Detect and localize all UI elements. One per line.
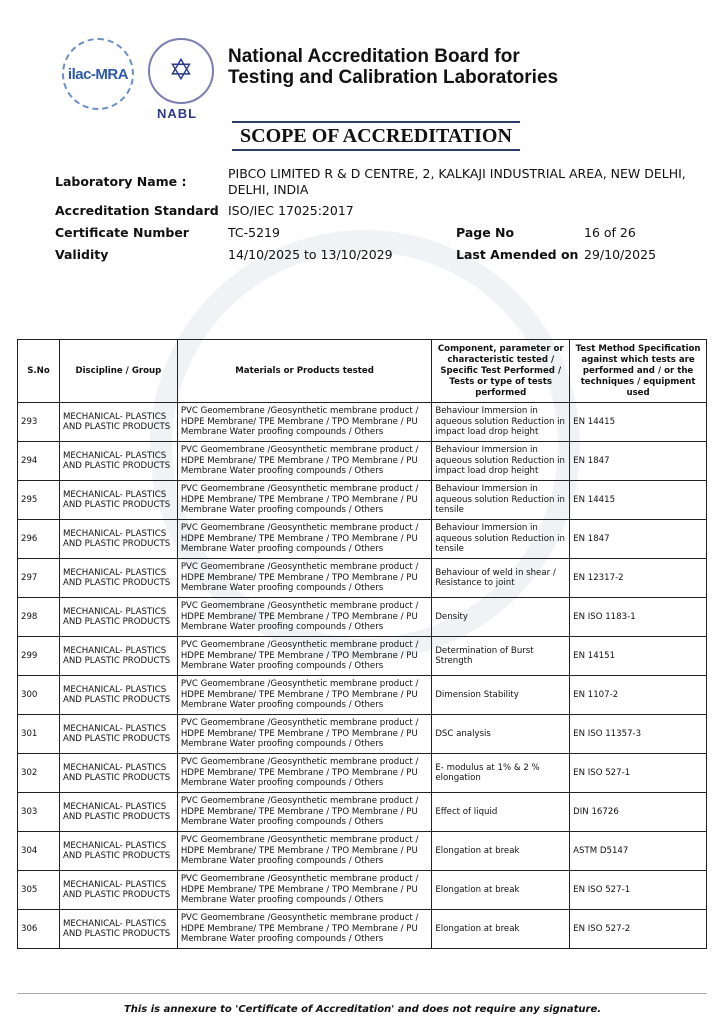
organization-title [228, 46, 558, 88]
table-row [18, 910, 707, 949]
cell-method: EN ISO 527-2 [570, 910, 707, 949]
header-sno: S.No [18, 340, 60, 403]
header-method: Test Method Specification against which tests are performed and / or the techniques / equipment used [570, 340, 707, 403]
org-title-line-1: National Accreditation Board for [228, 46, 520, 67]
validity-label: Validity [55, 247, 109, 262]
scope-table [17, 339, 707, 949]
table-row [18, 598, 707, 637]
cell-test: DSC analysis [432, 715, 570, 754]
validity-value: 14/10/2025 to 13/10/2029 [228, 247, 393, 262]
cell-method: EN ISO 527-1 [570, 871, 707, 910]
org-title-line-2: Testing and Calibration Laboratories [228, 67, 559, 88]
last-amended-value: 29/10/2025 [584, 247, 657, 262]
cell-test: Effect of liquid [432, 793, 570, 832]
cell-group: MECHANICAL- PLASTICS AND PLASTIC PRODUCTS [59, 871, 177, 910]
cell-materials: PVC Geomembrane /Geosynthetic membrane product / HDPE Membrane/ TPE Membrane / TPO Membrane / PU Membrane Water proofing compounds / Others [177, 559, 432, 598]
cell-sno: 294 [18, 442, 60, 481]
lab-name-line-2: DELHI, INDIA [228, 182, 309, 197]
page-no-label: Page No [456, 225, 515, 240]
table-row [18, 715, 707, 754]
cell-test: Elongation at break [432, 871, 570, 910]
lab-name-line-1: PIBCO LIMITED R & D CENTRE, 2, KALKAJI INDUSTRIAL AREA, NEW DELHI, [228, 166, 686, 181]
cell-test: Determination of Burst Strength [432, 637, 570, 676]
nabl-logo-text: NABL [157, 106, 198, 121]
cell-materials: PVC Geomembrane /Geosynthetic membrane product / HDPE Membrane/ TPE Membrane / TPO Membrane / PU Membrane Water proofing compounds / Others [177, 520, 432, 559]
cell-sno: 301 [18, 715, 60, 754]
table-row [18, 871, 707, 910]
cell-materials: PVC Geomembrane /Geosynthetic membrane product / HDPE Membrane/ TPE Membrane / TPO Membrane / PU Membrane Water proofing compounds / Others [177, 637, 432, 676]
cell-sno: 296 [18, 520, 60, 559]
table-row [18, 637, 707, 676]
cell-test: Elongation at break [432, 910, 570, 949]
certificate-number-value: TC-5219 [228, 225, 280, 240]
last-amended-label: Last Amended on [456, 247, 579, 262]
table-row [18, 559, 707, 598]
cell-group: MECHANICAL- PLASTICS AND PLASTIC PRODUCTS [59, 637, 177, 676]
cell-method: EN 14415 [570, 403, 707, 442]
header-discipline: Discipline / Group [59, 340, 177, 403]
cell-method: EN 1847 [570, 442, 707, 481]
cell-group: MECHANICAL- PLASTICS AND PLASTIC PRODUCTS [59, 676, 177, 715]
ilac-mra-logo [62, 38, 134, 110]
cell-method: EN ISO 11357-3 [570, 715, 707, 754]
certificate-number-label: Certificate Number [55, 225, 189, 240]
cell-group: MECHANICAL- PLASTICS AND PLASTIC PRODUCTS [59, 832, 177, 871]
cell-sno: 298 [18, 598, 60, 637]
cell-test: Behaviour Immersion in aqueous solution Reduction in tensile [432, 520, 570, 559]
cell-group: MECHANICAL- PLASTICS AND PLASTIC PRODUCTS [59, 520, 177, 559]
cell-method: EN 14151 [570, 637, 707, 676]
cell-test: Behaviour of weld in shear / Resistance to joint [432, 559, 570, 598]
cell-method: EN 14415 [570, 481, 707, 520]
cell-materials: PVC Geomembrane /Geosynthetic membrane product / HDPE Membrane/ TPE Membrane / TPO Membrane / PU Membrane Water proofing compounds / Others [177, 793, 432, 832]
cell-test: Behaviour Immersion in aqueous solution Reduction in impact load drop height [432, 403, 570, 442]
cell-materials: PVC Geomembrane /Geosynthetic membrane product / HDPE Membrane/ TPE Membrane / TPO Membrane / PU Membrane Water proofing compounds / Others [177, 715, 432, 754]
cell-sno: 295 [18, 481, 60, 520]
standard-value: ISO/IEC 17025:2017 [228, 203, 354, 218]
table-row [18, 832, 707, 871]
table-row [18, 481, 707, 520]
cell-group: MECHANICAL- PLASTICS AND PLASTIC PRODUCTS [59, 559, 177, 598]
lab-name-value [228, 166, 686, 198]
cell-group: MECHANICAL- PLASTICS AND PLASTIC PRODUCTS [59, 598, 177, 637]
cell-group: MECHANICAL- PLASTICS AND PLASTIC PRODUCTS [59, 481, 177, 520]
cell-sno: 304 [18, 832, 60, 871]
header-materials: Materials or Products tested [177, 340, 432, 403]
cell-sno: 302 [18, 754, 60, 793]
cell-method: EN ISO 1183-1 [570, 598, 707, 637]
standard-label: Accreditation Standard [55, 203, 219, 218]
cell-method: EN 1107-2 [570, 676, 707, 715]
table-row [18, 793, 707, 832]
cell-materials: PVC Geomembrane /Geosynthetic membrane product / HDPE Membrane/ TPE Membrane / TPO Membrane / PU Membrane Water proofing compounds / Others [177, 676, 432, 715]
cell-materials: PVC Geomembrane /Geosynthetic membrane product / HDPE Membrane/ TPE Membrane / TPO Membrane / PU Membrane Water proofing compounds / Others [177, 598, 432, 637]
ilac-logo-text: ilac-MRA [67, 65, 129, 83]
cell-materials: PVC Geomembrane /Geosynthetic membrane product / HDPE Membrane/ TPE Membrane / TPO Membrane / PU Membrane Water proofing compounds / Others [177, 481, 432, 520]
header-test: Component, parameter or characteristic tested / Specific Test Performed / Tests or type of tests performed [432, 340, 570, 403]
cell-test: Behaviour Immersion in aqueous solution Reduction in impact load drop height [432, 442, 570, 481]
cell-materials: PVC Geomembrane /Geosynthetic membrane product / HDPE Membrane/ TPE Membrane / TPO Membrane / PU Membrane Water proofing compounds / Others [177, 403, 432, 442]
cell-method: EN 12317-2 [570, 559, 707, 598]
footer-divider [17, 993, 707, 994]
document-title: SCOPE OF ACCREDITATION [232, 121, 520, 151]
table-header-row [18, 340, 707, 403]
cell-group: MECHANICAL- PLASTICS AND PLASTIC PRODUCTS [59, 754, 177, 793]
table-row [18, 676, 707, 715]
cell-group: MECHANICAL- PLASTICS AND PLASTIC PRODUCTS [59, 442, 177, 481]
cell-test: E- modulus at 1% & 2 % elongation [432, 754, 570, 793]
star-icon: ✡ [168, 53, 194, 88]
cell-test: Dimension Stability [432, 676, 570, 715]
page-no-value: 16 of 26 [584, 225, 636, 240]
cell-sno: 299 [18, 637, 60, 676]
cell-materials: PVC Geomembrane /Geosynthetic membrane product / HDPE Membrane/ TPE Membrane / TPO Membrane / PU Membrane Water proofing compounds / Others [177, 754, 432, 793]
table-row [18, 520, 707, 559]
cell-method: EN ISO 527-1 [570, 754, 707, 793]
cell-group: MECHANICAL- PLASTICS AND PLASTIC PRODUCTS [59, 793, 177, 832]
cell-method: ASTM D5147 [570, 832, 707, 871]
nabl-logo [148, 38, 214, 104]
cell-sno: 293 [18, 403, 60, 442]
cell-materials: PVC Geomembrane /Geosynthetic membrane product / HDPE Membrane/ TPE Membrane / TPO Membrane / PU Membrane Water proofing compounds / Others [177, 832, 432, 871]
lab-name-label: Laboratory Name : [55, 174, 187, 189]
cell-sno: 303 [18, 793, 60, 832]
cell-materials: PVC Geomembrane /Geosynthetic membrane product / HDPE Membrane/ TPE Membrane / TPO Membrane / PU Membrane Water proofing compounds / Others [177, 910, 432, 949]
cell-method: DIN 16726 [570, 793, 707, 832]
cell-group: MECHANICAL- PLASTICS AND PLASTIC PRODUCTS [59, 715, 177, 754]
cell-materials: PVC Geomembrane /Geosynthetic membrane product / HDPE Membrane/ TPE Membrane / TPO Membrane / PU Membrane Water proofing compounds / Others [177, 442, 432, 481]
cell-method: EN 1847 [570, 520, 707, 559]
table-row [18, 403, 707, 442]
cell-test: Elongation at break [432, 832, 570, 871]
cell-test: Behaviour Immersion in aqueous solution Reduction in tensile [432, 481, 570, 520]
table-row [18, 442, 707, 481]
table-row [18, 754, 707, 793]
cell-materials: PVC Geomembrane /Geosynthetic membrane product / HDPE Membrane/ TPE Membrane / TPO Membrane / PU Membrane Water proofing compounds / Others [177, 871, 432, 910]
cell-sno: 306 [18, 910, 60, 949]
cell-group: MECHANICAL- PLASTICS AND PLASTIC PRODUCTS [59, 403, 177, 442]
cell-sno: 305 [18, 871, 60, 910]
footer-note: This is annexure to 'Certificate of Accreditation' and does not require any signature. [123, 1004, 602, 1015]
cell-sno: 297 [18, 559, 60, 598]
cell-sno: 300 [18, 676, 60, 715]
cell-group: MECHANICAL- PLASTICS AND PLASTIC PRODUCTS [59, 910, 177, 949]
cell-test: Density [432, 598, 570, 637]
